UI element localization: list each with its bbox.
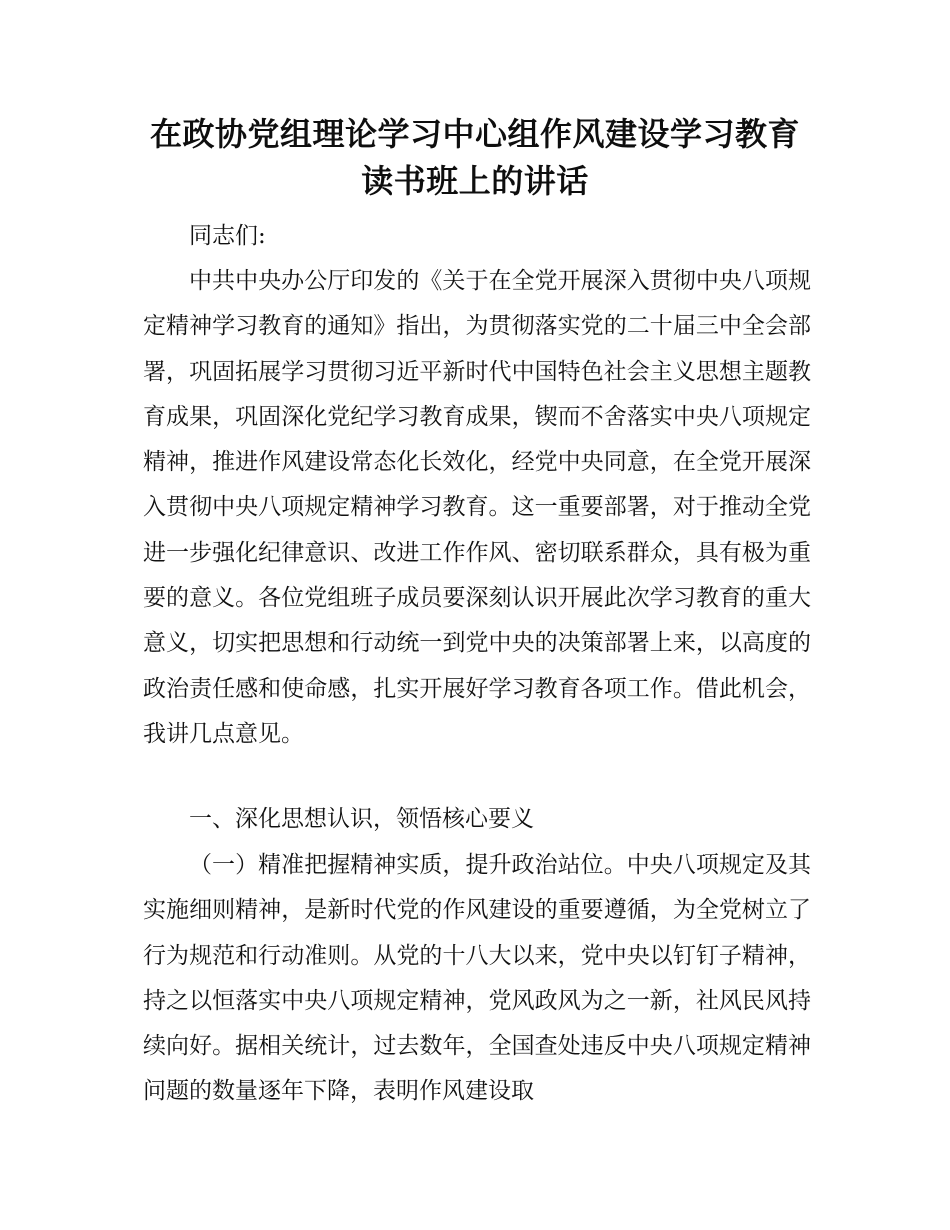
- section-heading: 一、深化思想认识，领悟核心要义: [189, 806, 534, 832]
- intro-paragraph: 中共中央办公厅印发的《关于在全党开展深入贯彻中央八项规定精神学习教育的通知》指出，为贯彻落实党的二十届三中全会部署，巩固拓展学习贯彻习近平新时代中国特色社会主义思想主题教育成果，巩固深化党纪学习教育成果，锲而不舍落实中央八项规定精神，推进作风建设常态化长效化，经党中央同意，在全党开展深入贯彻中央八项规定精神学习教育。这一重要部署，对于推动全党进一步强化纪律意识、改进工作作风、密切联系群众，具有极为重要的意义。各位党组班子成员要深刻认识开展此次学习教育的重大意义，切实把思想和行动统一到党中央的决策部署上来，以高度的政治责任感和使命感，扎实开展好学习教育各项工作。借此机会，我讲几点意见。: [143, 268, 811, 747]
- subsection-paragraph: （一）精准把握精神实质，提升政治站位。中央八项规定及其实施细则精神，是新时代党的作风建设的重要遵循，为全党树立了行为规范和行动准则。从党的十八大以来，党中央以钉钉子精神，持之以恒落实中央八项规定精神，党风政风为之一新，社风民风持续向好。据相关统计，过去数年，全国查处违反中央八项规定精神问题的数量逐年下降，表明作风建设取: [143, 852, 811, 1105]
- document-title-line-2: 读书班上的讲话: [361, 162, 589, 200]
- greeting: 同志们:: [189, 223, 266, 249]
- document-title-line-1: 在政协党组理论学习中心组作风建设学习教育: [149, 115, 800, 153]
